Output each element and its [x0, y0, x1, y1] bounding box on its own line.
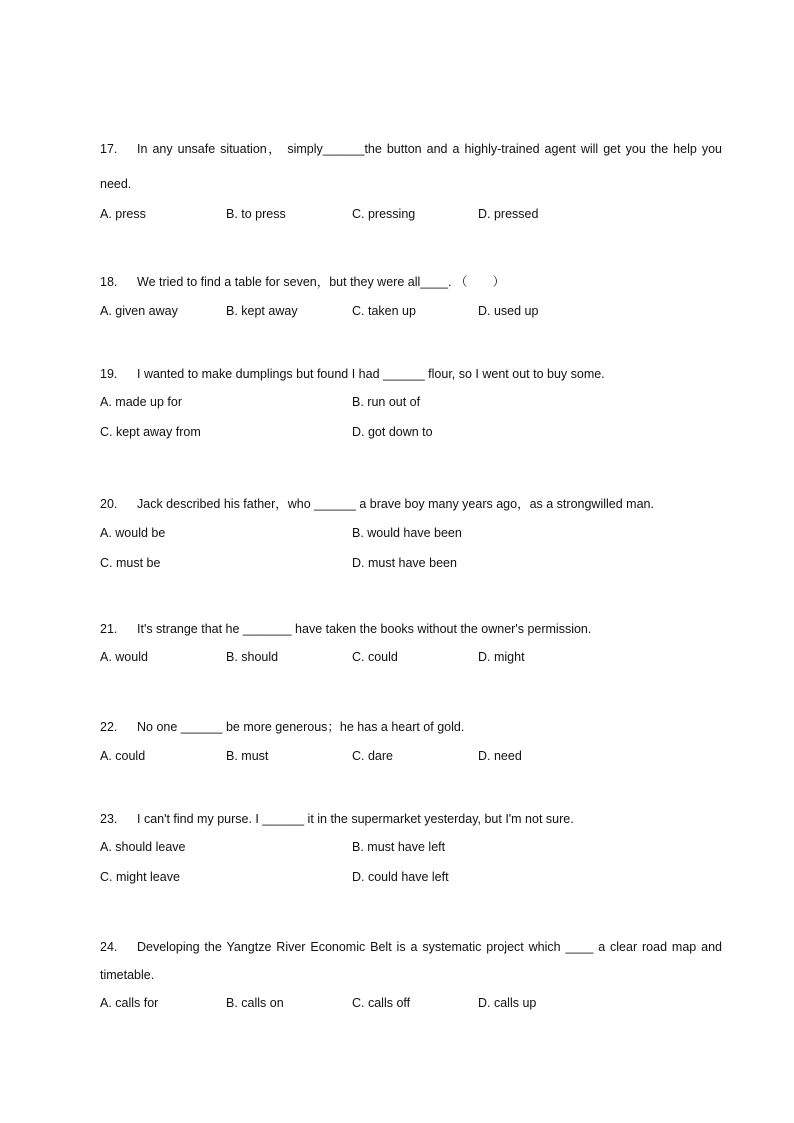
option-d[interactable]: D. pressed [478, 207, 539, 221]
question-text: Jack described his father，who ______ a brave boy many years ago，as a strongwilled man. [137, 497, 654, 511]
options-row [100, 996, 722, 1012]
option-c[interactable]: C. dare [352, 749, 393, 763]
option-d[interactable]: D. could have left [352, 870, 449, 884]
option-c[interactable]: C. might leave [100, 870, 180, 884]
options-row [100, 526, 722, 542]
options-row [100, 870, 722, 886]
question-24 [100, 940, 722, 1012]
option-d[interactable]: D. might [478, 650, 525, 664]
question-text: It's strange that he _______ have taken the books without the owner's permission. [137, 622, 592, 636]
option-c[interactable]: C. taken up [352, 304, 416, 318]
question-text: In any unsafe situation， simply______the button and a highly-trained agent will get you the help you [137, 142, 722, 156]
question-22 [100, 717, 722, 765]
question-number: 24. [100, 940, 118, 954]
option-d[interactable]: D. calls up [478, 996, 537, 1010]
question-text-continued: timetable. [100, 968, 155, 982]
option-a[interactable]: A. press [100, 207, 146, 221]
option-c[interactable]: C. could [352, 650, 398, 664]
option-b[interactable]: B. must [226, 749, 269, 763]
option-a[interactable]: A. would [100, 650, 148, 664]
option-b[interactable]: B. kept away [226, 304, 298, 318]
option-b[interactable]: B. would have been [352, 526, 462, 540]
question-text: I wanted to make dumplings but found I had ______ flour, so I went out to buy some. [137, 367, 605, 381]
option-b[interactable]: B. run out of [352, 395, 421, 409]
question-21 [100, 622, 722, 666]
question-number: 19. [100, 367, 118, 381]
options-row [100, 304, 722, 320]
options-row [100, 749, 722, 765]
question-18 [100, 272, 722, 320]
question-stem [100, 139, 722, 157]
question-number: 18. [100, 275, 118, 289]
question-number: 22. [100, 720, 118, 734]
question-text: No one ______ be more generous；he has a heart of gold. [137, 720, 465, 734]
option-a[interactable]: A. should leave [100, 840, 186, 854]
option-c[interactable]: C. kept away from [100, 425, 201, 439]
option-b[interactable]: B. to press [226, 207, 286, 221]
option-d[interactable]: D. need [478, 749, 522, 763]
option-a[interactable]: A. would be [100, 526, 166, 540]
option-c[interactable]: C. pressing [352, 207, 416, 221]
question-23 [100, 812, 722, 886]
option-d[interactable]: D. must have been [352, 556, 457, 570]
question-text: I can't find my purse. I ______ it in the supermarket yesterday, but I'm not sure. [137, 812, 574, 826]
question-stem [100, 717, 722, 735]
question-number: 20. [100, 497, 118, 511]
question-stem [100, 272, 722, 290]
question-stem [100, 622, 722, 636]
options-row [100, 556, 722, 572]
question-20 [100, 494, 722, 572]
question-19 [100, 367, 722, 441]
question-number: 21. [100, 622, 118, 636]
options-row [100, 425, 722, 441]
options-row [100, 650, 722, 666]
option-a[interactable]: A. given away [100, 304, 178, 318]
option-a[interactable]: A. calls for [100, 996, 159, 1010]
option-c[interactable]: C. calls off [352, 996, 411, 1010]
question-text-continued: need. [100, 177, 132, 191]
question-number: 17. [100, 142, 118, 156]
option-b[interactable]: B. calls on [226, 996, 284, 1010]
option-c[interactable]: C. must be [100, 556, 161, 570]
question-stem [100, 494, 722, 512]
options-row [100, 395, 722, 411]
question-stem [100, 367, 722, 381]
option-b[interactable]: B. should [226, 650, 279, 664]
options-row [100, 840, 722, 856]
option-a[interactable]: A. could [100, 749, 146, 763]
question-stem [100, 812, 722, 826]
option-b[interactable]: B. must have left [352, 840, 446, 854]
option-d[interactable]: D. got down to [352, 425, 433, 439]
question-text: Developing the Yangtze River Economic Belt is a systematic project which ____ a clear road map and [137, 940, 722, 954]
option-d[interactable]: D. used up [478, 304, 539, 318]
question-number: 23. [100, 812, 118, 826]
question-text: We tried to find a table for seven，but they were all____. （ ） [137, 275, 506, 289]
option-a[interactable]: A. made up for [100, 395, 182, 409]
question-stem [100, 940, 722, 954]
question-17 [100, 139, 722, 223]
options-row [100, 207, 722, 223]
